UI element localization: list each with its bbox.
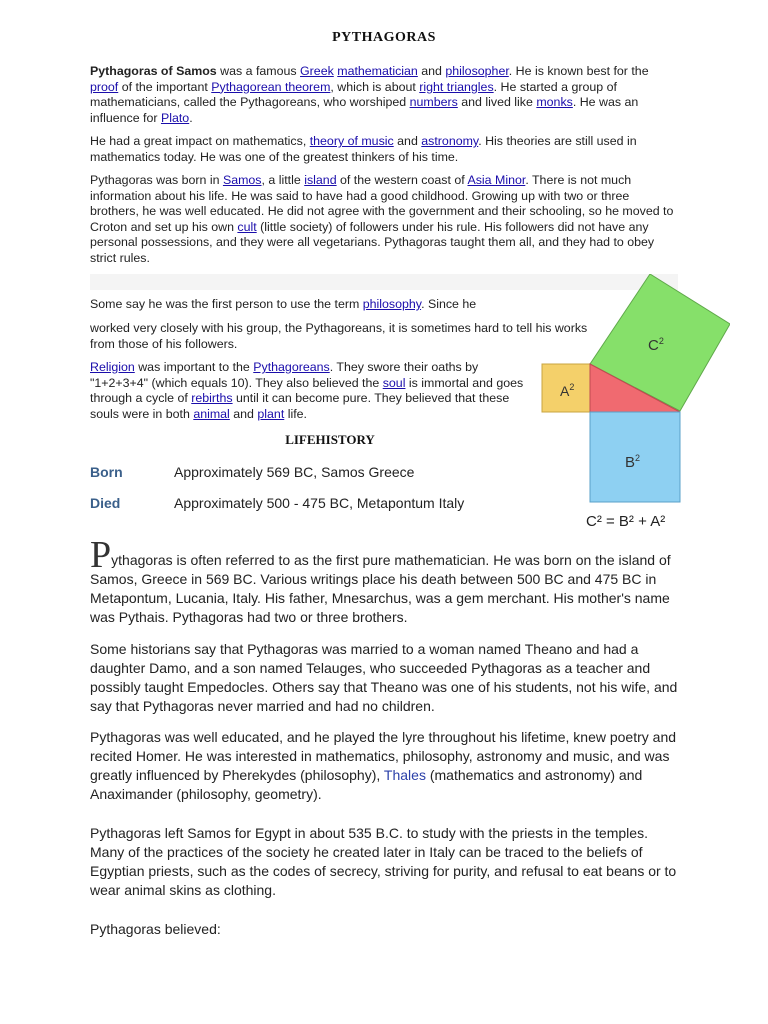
link-pythagorean-theorem[interactable]: Pythagorean theorem [211,79,331,94]
text: and lived like [457,95,537,110]
link-asia-minor[interactable]: Asia Minor [467,173,526,187]
link-island[interactable]: island [304,173,337,187]
intro-paragraph [90,64,678,126]
link-mathematician[interactable]: mathematician [337,64,418,78]
philosophy-paragraph [90,297,530,313]
text: worked very closely with his group, the Pythagoreans, it is sometimes hard to tell his works from those of his followers. [90,321,588,351]
pythagorean-theorem-diagram [540,274,730,526]
link-right-triangles[interactable]: right triangles [419,79,494,94]
born-value: Approximately 569 BC, Samos Greece [174,464,415,480]
followers-paragraph [90,321,590,352]
text: (little society) of followers under his rule. His followers did not have any personal possessions, and they were all vegetarians. Pythagoras taught them all, and they had to obey strict rules. [90,219,655,265]
link-plant[interactable]: plant [257,406,285,421]
text: , which is about [330,79,420,94]
link-soul[interactable]: soul [382,375,406,390]
text: of the important [118,79,212,94]
link-thales[interactable]: Thales [383,767,426,783]
text: Some say he was the first person to use the term [90,297,363,311]
link-rebirths[interactable]: rebirths [191,391,233,406]
bio-paragraph-3 [90,728,678,804]
text: , a little [261,173,305,187]
intro-bold-name: Pythagoras of Samos [90,64,217,78]
religion-paragraph [90,360,528,422]
text: (mathematics and astronomy) and Anaximander (philosophy, geometry). [90,767,643,802]
text: and [417,64,446,78]
text: . He started a group of mathematicians, called the Pythagoreans, who worshiped [90,79,617,110]
page-title: PYTHAGORAS [332,30,436,45]
text: until it can become pure. They believed that these souls were in both [90,391,510,421]
text: . They swore their oaths by "1+2+3+4" (which equals 10). They also believed the [90,360,479,390]
lifehistory-heading: LIFEHISTORY [285,432,375,447]
c-square-label: $C^2$ [648,336,664,354]
text: Pythagoras was well educated, and he played the lyre throughout his lifetime, knew poetry and recited Homer. He was interested in mathematics, philosophy, astronomy and music, and was greatly influenced by Pherekydes (philosophy), [90,729,677,783]
link-plato[interactable]: Plato [160,110,190,125]
text: was a famous [216,64,301,78]
text: . [189,110,193,125]
link-greek[interactable]: Greek [300,64,334,78]
text: Pythagoras was born in [90,173,223,187]
text: . There is not much information about his life. He was said to have had a good childhood. Growing up with two or three brothers, he was well educated. He did not agree with the government and their schooling, so he moved to Croton and set up his own [90,173,674,234]
link-philosopher[interactable]: philosopher [445,64,509,78]
text: He had a great impact on mathematics, [90,134,310,148]
bio-paragraph-2: Some historians say that Pythagoras was married to a woman named Theano and had a daughter Damo, and a son named Telauges, who succeeded Pythagoras as a teacher and possibly taught Empedocles. Others say that Theano was one of his students, not his wife, and say that Pythagoras never married and had no children. [90,641,678,714]
text: was important to the [134,360,254,374]
born-label: Born [90,464,123,480]
bio-paragraph-4: Pythagoras left Samos for Egypt in about 535 B.C. to study with the priests in the temples. Many of the practices of the society he created later in Italy can be traced to the beliefs of Egyptian priests, such as the codes of secrecy, striving for purity, and refusal to eat beans or to wear animal skins as clothing. [90,825,677,898]
link-numbers[interactable]: numbers [409,95,458,110]
drop-cap: P [90,534,112,576]
link-religion[interactable]: Religion [90,360,135,374]
link-cult[interactable]: cult [237,219,257,234]
theorem-formula: C² = B² + A² [586,513,666,526]
link-animal[interactable]: animal [193,406,230,421]
died-value: Approximately 500 - 475 BC, Metapontum Italy [174,495,465,511]
link-proof[interactable]: proof [90,79,119,94]
link-pythagoreans[interactable]: Pythagoreans [253,360,330,374]
text: is immortal and goes through a cycle of [90,375,524,406]
text: . He was an influence for [90,95,639,125]
link-theory-of-music[interactable]: theory of music [309,134,394,148]
text: . Since he [421,297,477,311]
impact-paragraph [90,134,678,165]
text: of the western coast of [336,173,468,187]
a-square-label: $A^2$ [560,382,575,399]
birth-paragraph [90,173,678,267]
link-monks[interactable]: monks [536,95,573,110]
text: life. [284,406,307,421]
link-astronomy[interactable]: astronomy [421,134,479,148]
text: and [393,134,422,148]
bio-paragraph-1 [90,534,678,627]
text: and [229,406,258,421]
b-square-label: $B^2$ [625,453,641,471]
text: ythagoras is often referred to as the first pure mathematician. He was born on the island of Samos, Greece in 569 BC. Various writings place his death between 500 BC and 475 BC in Metapontum, Lucania, Italy. His father, Mnesarchus, was a gem merchant. His mother's name was Pythais. Pythagoras had two or three brothers. [90,552,671,625]
text: . His theories are still used in mathematics today. He was one of the greatest thinkers of his time. [90,134,637,164]
link-samos[interactable]: Samos [222,173,262,187]
died-label: Died [90,495,121,511]
bio-paragraph-5: Pythagoras believed: [90,921,221,937]
text: . He is known best for the [508,64,649,78]
link-philosophy[interactable]: philosophy [362,297,422,311]
